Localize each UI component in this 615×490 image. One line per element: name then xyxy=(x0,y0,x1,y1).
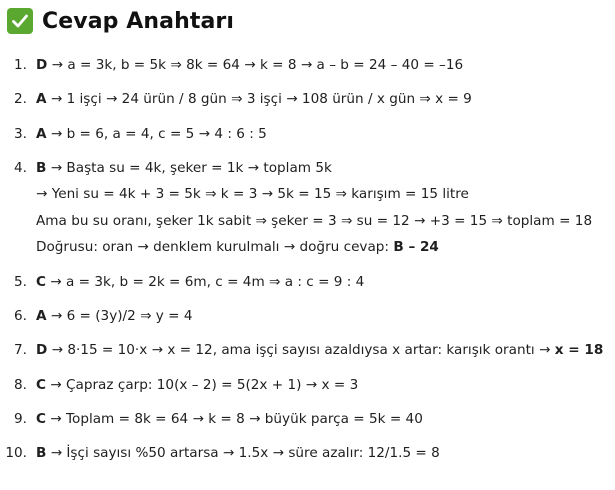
item-number: 9. xyxy=(14,410,27,427)
item-number: 3. xyxy=(14,125,27,142)
item-number: 4. xyxy=(14,159,27,176)
answer-explanation: → İşçi sayısı %50 artarsa → 1.5x → süre azalır: 12/1.5 = 8 xyxy=(46,445,440,462)
item-number: 10. xyxy=(5,445,27,462)
answer-item-9 xyxy=(0,406,615,433)
answer-explanation: → 1 işçi → 24 ürün / 8 gün ⇒ 3 işçi → 108 ürün / x gün ⇒ x = 9 xyxy=(46,91,472,108)
answer-key: D xyxy=(36,57,48,73)
item-number: 1. xyxy=(14,57,27,73)
answer-explanation: → a = 3k, b = 2k = 6m, c = 4m ⇒ a : c = 9 : 4 xyxy=(45,273,365,290)
check-mark-icon xyxy=(7,8,33,34)
answer-explanation: → 8·15 = 10·x → x = 12, ama işçi sayısı azaldıysa x artar: karışık orantı → xyxy=(47,342,555,359)
answer-explanation: → a = 3k, b = 5k ⇒ 8k = 64 → k = 8 → a – b = 24 – 40 = –16 xyxy=(47,57,464,73)
answer-item-7 xyxy=(0,337,615,364)
answer-key: C xyxy=(36,410,46,427)
answer-key: B xyxy=(36,159,47,176)
item-number: 2. xyxy=(14,91,27,108)
answer-item-10 xyxy=(0,440,615,467)
answer-item-8 xyxy=(0,372,615,399)
answer-key: D xyxy=(36,342,48,359)
answer-item-1 xyxy=(0,52,615,79)
answer-key: C xyxy=(36,376,46,393)
answer-explanation-line: Doğrusu: oran → denklem kurulmalı → doğru cevap: xyxy=(36,239,394,256)
item-number: 8. xyxy=(14,376,27,393)
page-header xyxy=(7,6,234,36)
answer-key: B xyxy=(36,445,47,462)
correct-answer: B – 24 xyxy=(393,239,439,256)
answer-item-3 xyxy=(0,121,615,148)
answer-item-5 xyxy=(0,269,615,296)
answer-key: A xyxy=(36,91,47,108)
page-title: Cevap Anahtarı xyxy=(42,8,235,34)
answer-explanation: → Toplam = 8k = 64 → k = 8 → büyük parça = 5k = 40 xyxy=(45,410,423,427)
answer-key: A xyxy=(36,125,47,142)
answer-item-4 xyxy=(0,155,615,261)
answer-explanation-line: → Yeni su = 4k + 3 = 5k ⇒ k = 3 → 5k = 15 ⇒ karışım = 15 litre xyxy=(36,186,469,203)
answer-item-2 xyxy=(0,86,615,113)
answer-item-6 xyxy=(0,303,615,330)
item-number: 5. xyxy=(14,273,27,290)
answer-explanation: → b = 6, a = 4, c = 5 → 4 : 6 : 5 xyxy=(46,125,267,142)
answer-explanation-line: Ama bu su oranı, şeker 1k sabit ⇒ şeker = 3 ⇒ su = 12 → +3 = 15 ⇒ toplam = 18 xyxy=(36,212,593,229)
item-number: 7. xyxy=(14,342,27,359)
answer-explanation: → Başta su = 4k, şeker = 1k → toplam 5k xyxy=(46,159,332,176)
answer-explanation: → Çapraz çarp: 10(x – 2) = 5(2x + 1) → x = 3 xyxy=(45,376,359,393)
answer-key: A xyxy=(36,307,47,324)
correct-answer: x = 18 xyxy=(554,342,604,359)
answer-list xyxy=(0,52,615,474)
answer-explanation: → 6 = (3y)/2 ⇒ y = 4 xyxy=(46,307,193,324)
answer-key: C xyxy=(36,273,46,290)
item-number: 6. xyxy=(14,307,27,324)
